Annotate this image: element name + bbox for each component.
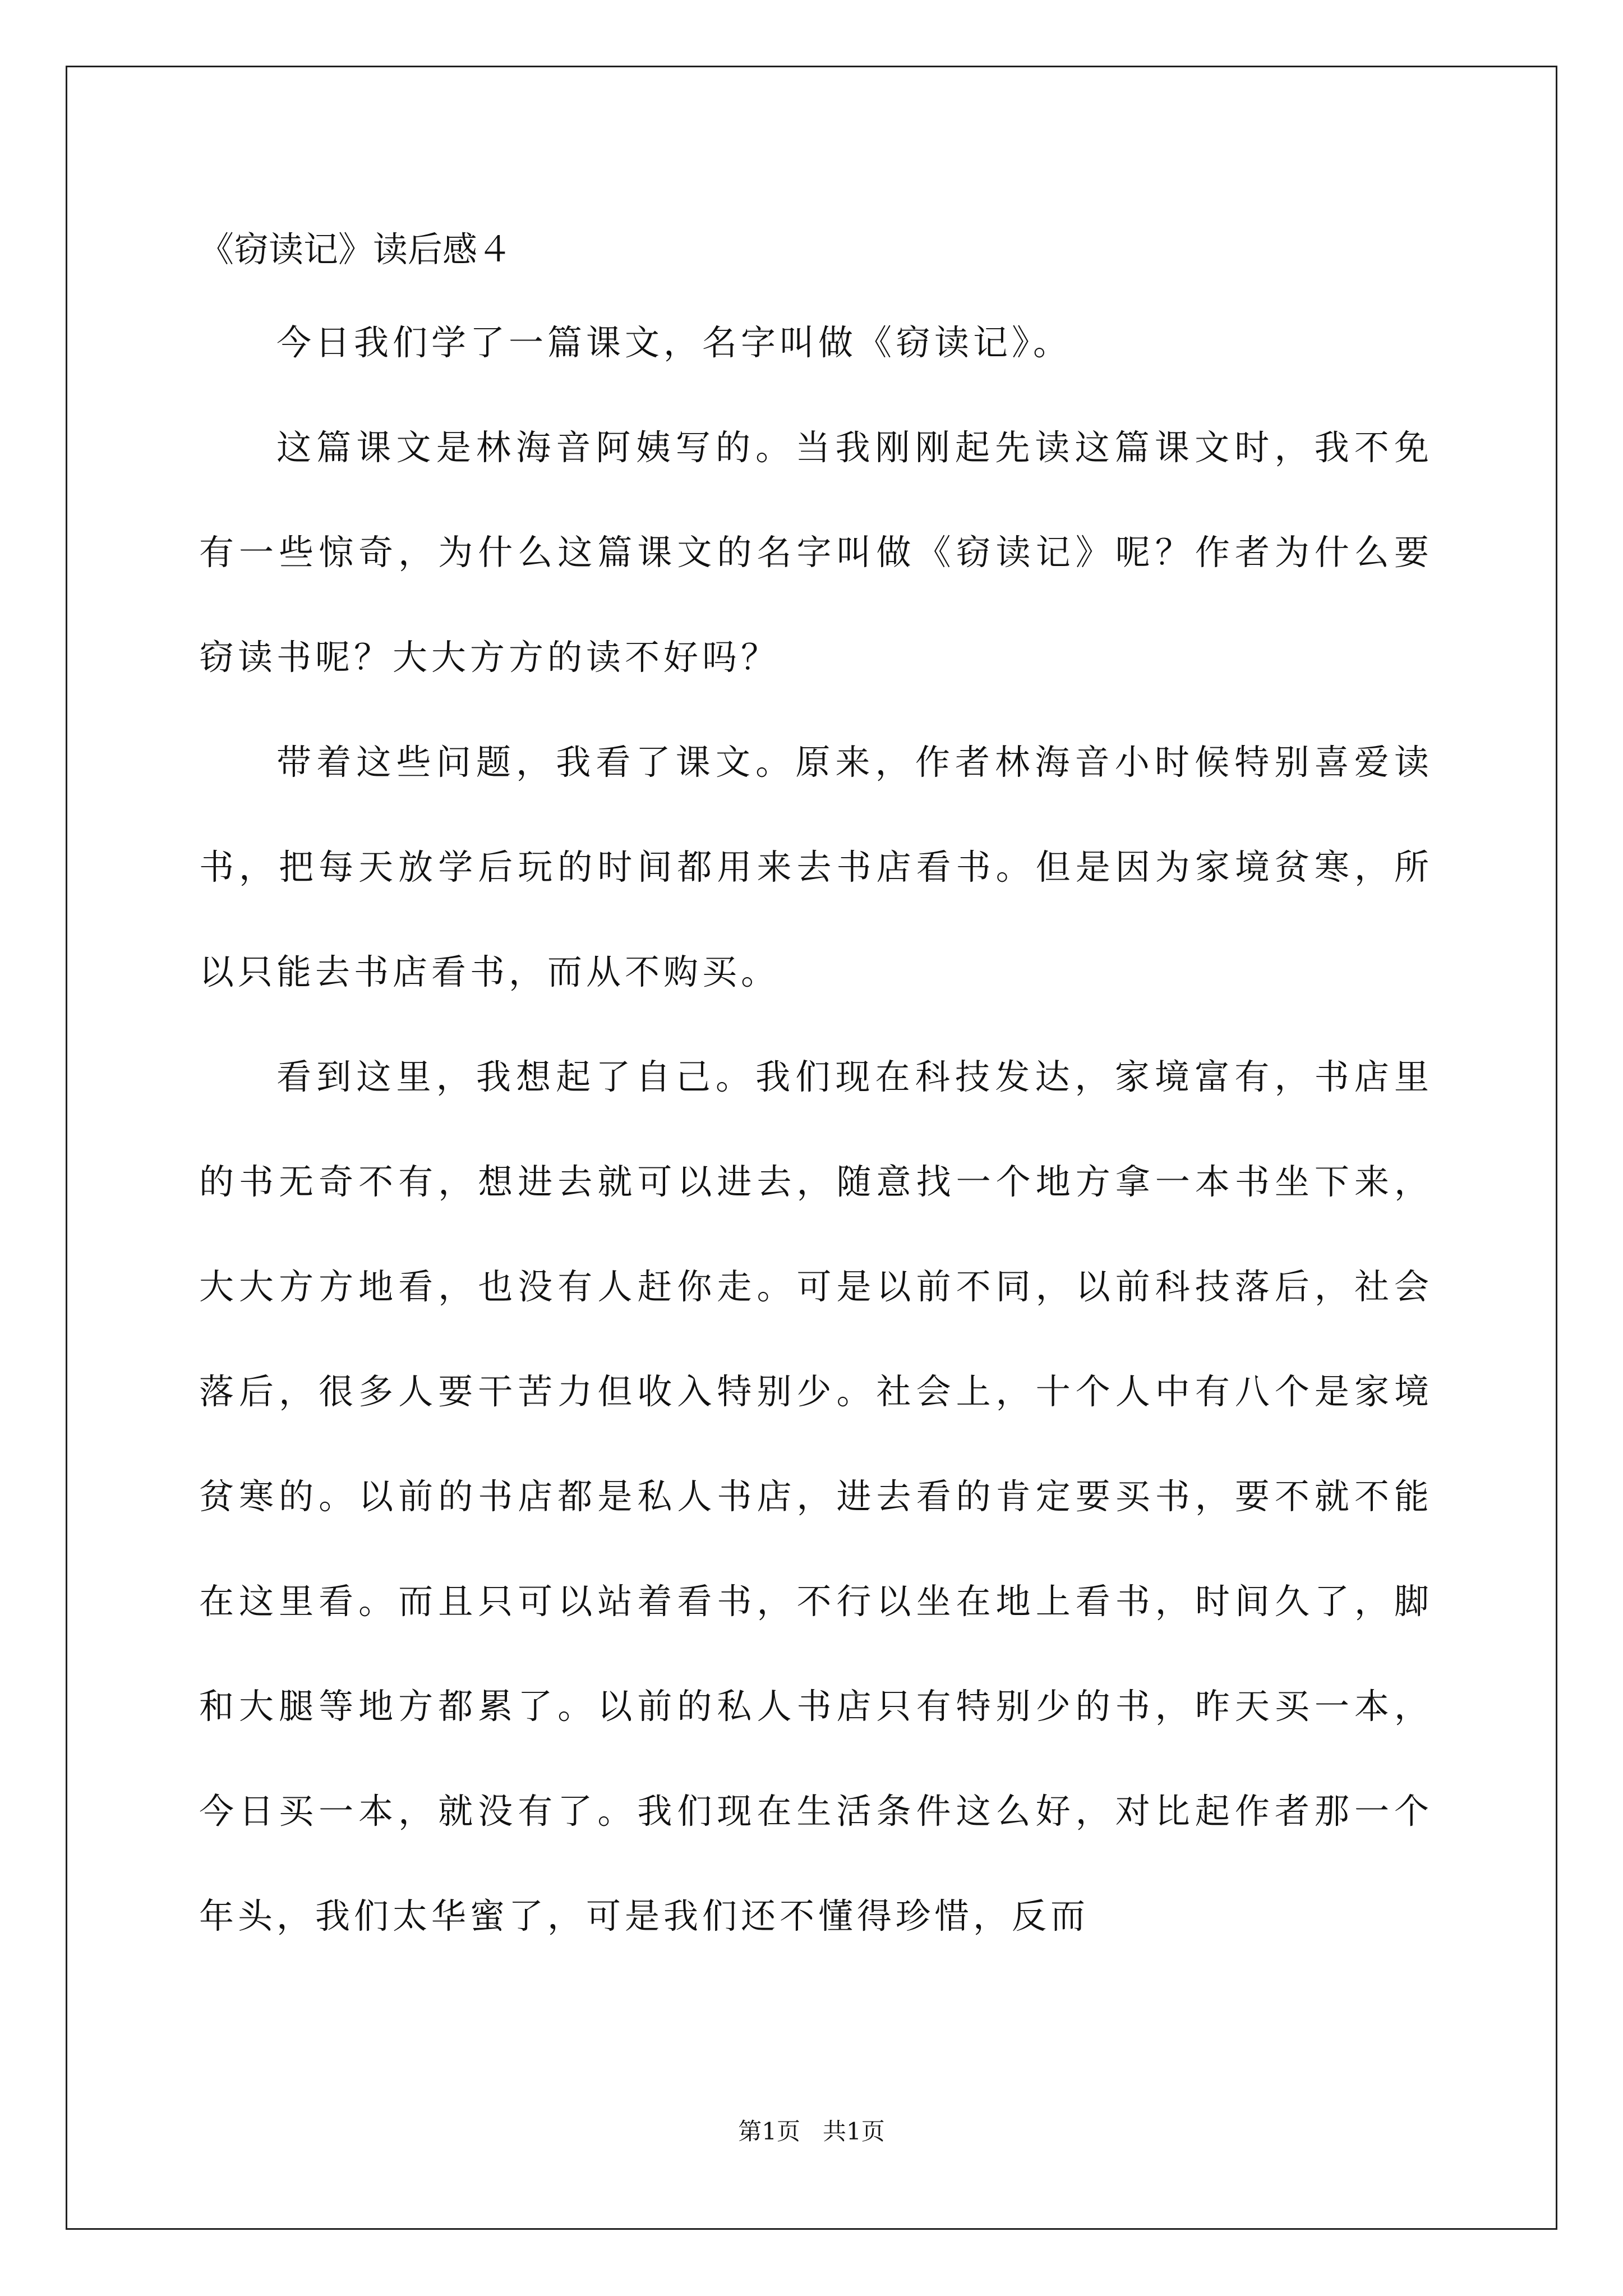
paragraph-1: 今日我们学了一篇课文，名字叫做《窃读记》。	[276, 322, 1072, 363]
document-title: 《窃读记》读后感４	[199, 229, 513, 270]
page-number-footer: 第1页 共1页	[738, 2118, 885, 2145]
paragraph-3: 带着这些问题，我看了课文。原来，作者林海音小时候特别喜爱读书，把每天放学后玩的时间都用来去书店看书。但是因为家境贫寒，所以只能去书店看书，而从不购买。	[199, 742, 1433, 992]
document-body	[199, 290, 1433, 1968]
paragraph-2: 这篇课文是林海音阿姨写的。当我刚刚起先读这篇课文时，我不免有一些惊奇，为什么这篇课文的名字叫做《窃读记》呢？作者为什么要窃读书呢？大大方方的读不好吗？	[199, 427, 1433, 678]
paragraph-4: 看到这里，我想起了自己。我们现在科技发达，家境富有，书店里的书无奇不有，想进去就可以进去，随意找一个地方拿一本书坐下来，大大方方地看，也没有人赶你走。可是以前不同，以前科技落后，社会落后，很多人要干苦力但收入特别少。社会上，十个人中有八个是家境贫寒的。以前的书店都是私人书店，进去看的肯定要买书，要不就不能在这里看。而且只可以站着看书，不行以坐在地上看书，时间久了，脚和大腿等地方都累了。以前的私人书店只有特别少的书，昨天买一本，今日买一本，就没有了。我们现在生活条件这么好，对比起作者那一个年头，我们太华蜜了，可是我们还不懂得珍惜，反而	[199, 1056, 1433, 1936]
